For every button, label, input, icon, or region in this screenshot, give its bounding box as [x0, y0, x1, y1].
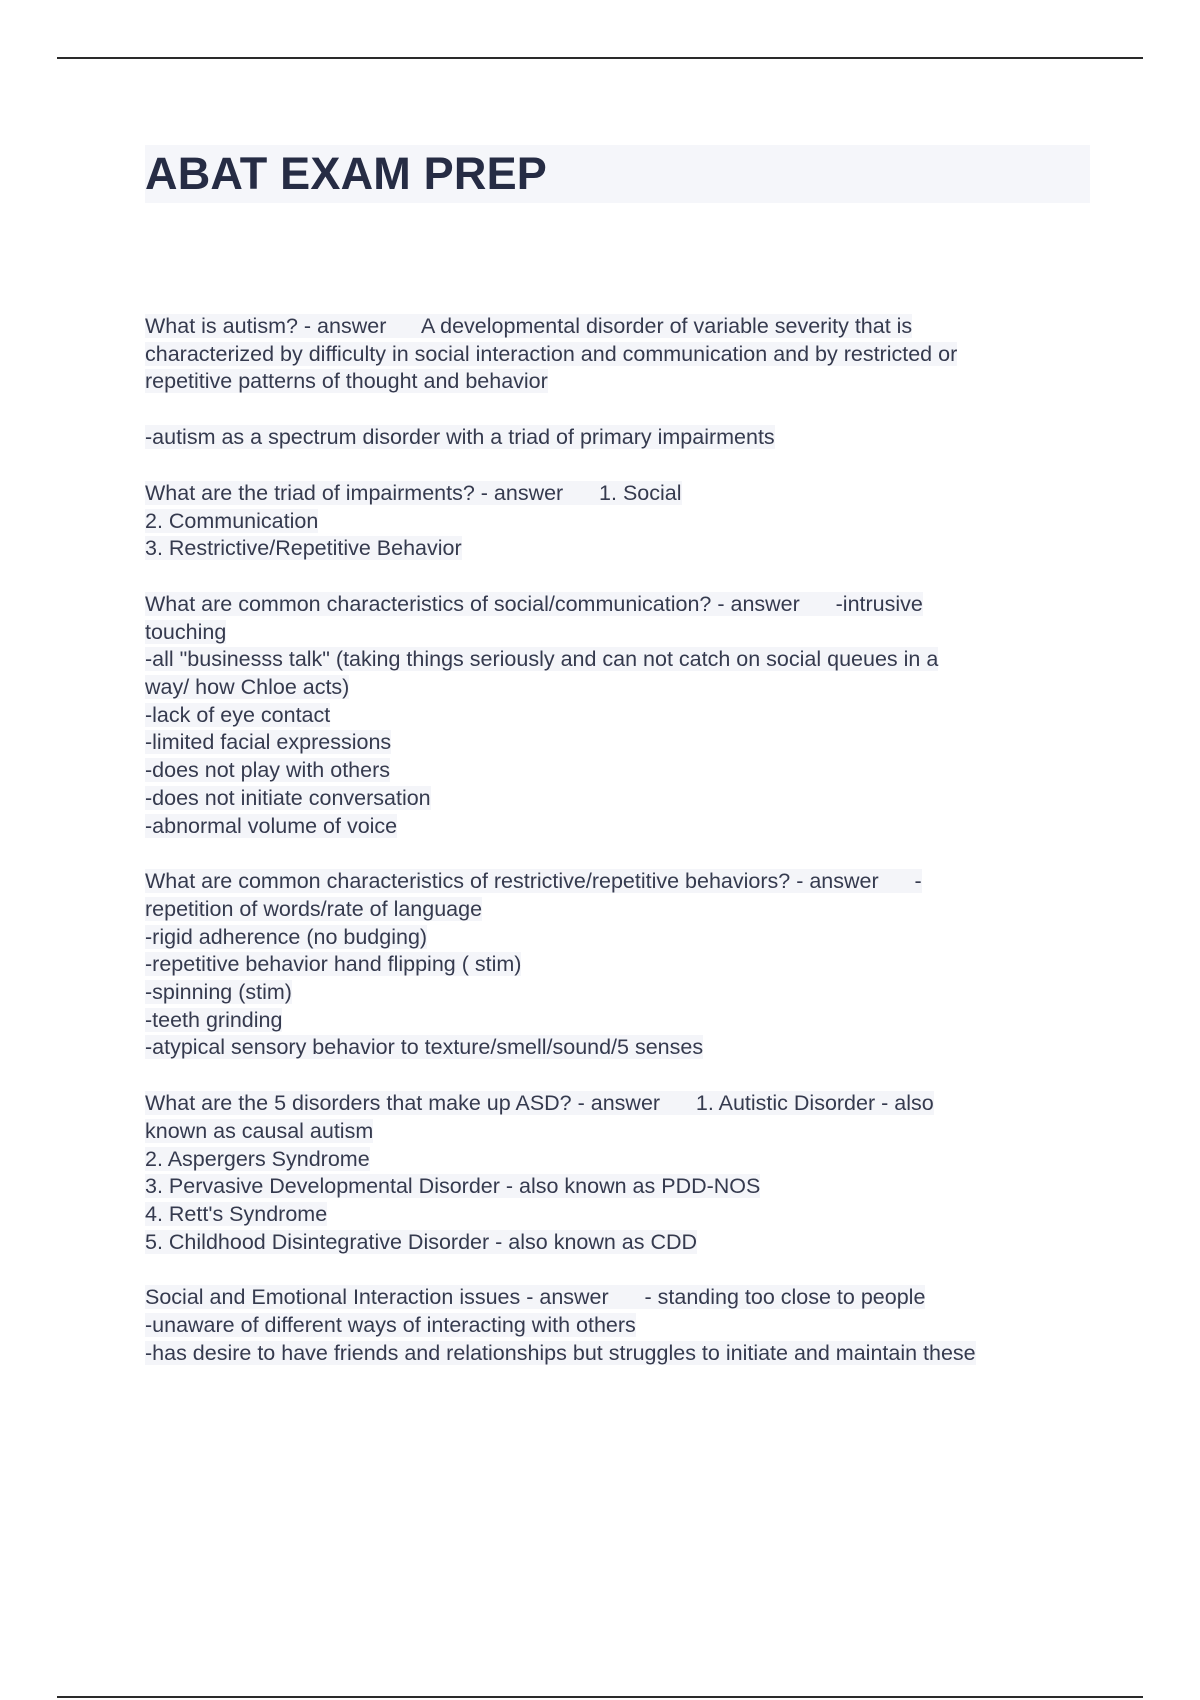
qa-line: -does not play with others — [145, 758, 390, 783]
qa-block-triad — [145, 480, 1105, 563]
qa-line: -lack of eye contact — [145, 702, 331, 727]
qa-line: What is autism? - answer A developmental disorder of variable severity that is — [145, 314, 913, 338]
footer-rule — [57, 1696, 1143, 1698]
qa-line: -autism as a spectrum disorder with a triad of primary impairments — [145, 425, 775, 450]
qa-block-restrictive-repetitive — [145, 868, 1105, 1062]
qa-line: known as causal autism — [145, 1118, 374, 1143]
qa-line: 3. Pervasive Developmental Disorder - also known as PDD-NOS — [145, 1174, 761, 1199]
qa-line: 5. Childhood Disintegrative Disorder - also known as CDD — [145, 1229, 698, 1254]
qa-block-autism — [145, 313, 1105, 452]
qa-line: -rigid adherence (no budging) — [145, 924, 428, 949]
qa-line: What are common characteristics of restrictive/repetitive behaviors? - answer - — [145, 869, 922, 894]
qa-line: 2. Aspergers Syndrome — [145, 1146, 370, 1171]
qa-line: 2. Communication — [145, 508, 319, 533]
qa-line: -has desire to have friends and relationships but struggles to initiate and maintain these — [145, 1340, 976, 1365]
qa-line: What are common characteristics of social/communication? - answer -intrusive — [145, 591, 923, 616]
qa-block-social-emotional — [145, 1284, 1105, 1367]
qa-line: What are the triad of impairments? - answer 1. Social — [145, 480, 682, 505]
qa-line: -atypical sensory behavior to texture/smell/sound/5 senses — [145, 1035, 704, 1060]
block-spacer — [145, 840, 1105, 868]
qa-line: -abnormal volume of voice — [145, 813, 398, 838]
qa-block-asd-disorders — [145, 1090, 1105, 1256]
qa-line: What are the 5 disorders that make up ASD? - answer 1. Autistic Disorder - also — [145, 1091, 934, 1116]
qa-line: repetitive patterns of thought and behavior — [145, 369, 548, 394]
qa-line: -all "businesss talk" (taking things seriously and can not catch on social queues in a — [145, 647, 939, 672]
block-spacer — [145, 1256, 1105, 1284]
block-spacer — [145, 452, 1105, 480]
block-spacer — [145, 563, 1105, 591]
qa-line: -repetitive behavior hand flipping ( stim) — [145, 952, 522, 977]
block-spacer — [145, 1062, 1105, 1090]
qa-line: repetition of words/rate of language — [145, 896, 483, 921]
qa-line: Social and Emotional Interaction issues - answer - standing too close to people — [145, 1285, 926, 1310]
blank-line — [145, 396, 1105, 424]
qa-block-social-communication — [145, 591, 1105, 840]
qa-line: -teeth grinding — [145, 1007, 283, 1032]
qa-line: -spinning (stim) — [145, 980, 292, 1005]
qa-line: 3. Restrictive/Repetitive Behavior — [145, 536, 462, 561]
qa-line: way/ how Chloe acts) — [145, 675, 350, 700]
qa-line: -limited facial expressions — [145, 730, 392, 755]
qa-line: characterized by difficulty in social interaction and communication and by restricted or — [145, 341, 958, 366]
page-title: ABAT EXAM PREP — [145, 148, 547, 199]
qa-content — [145, 313, 1105, 1368]
header-rule — [57, 57, 1143, 59]
qa-line: -does not initiate conversation — [145, 785, 431, 810]
qa-line: 4. Rett's Syndrome — [145, 1201, 328, 1226]
qa-line: touching — [145, 619, 227, 644]
qa-line: -unaware of different ways of interacting with others — [145, 1313, 636, 1338]
